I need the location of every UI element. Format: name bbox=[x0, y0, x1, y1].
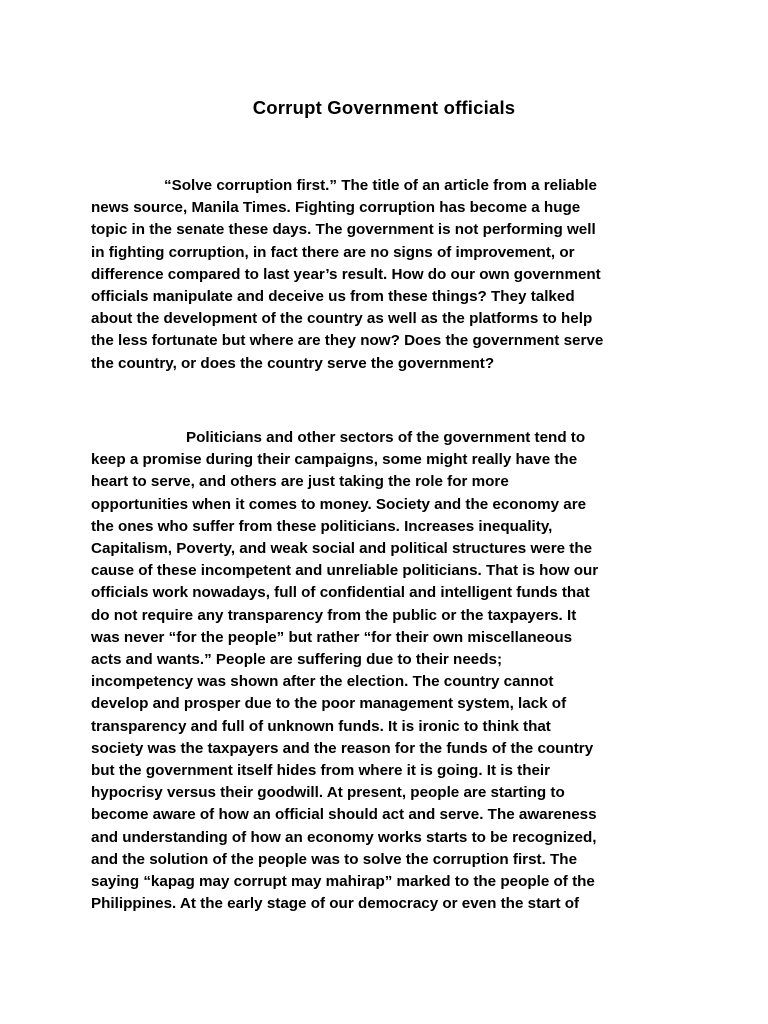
document-title: Corrupt Government officials bbox=[252, 97, 516, 118]
paragraph-line: transparency and full of unknown funds. It is ironic to think that bbox=[91, 717, 551, 735]
paragraph-line: do not require any transparency from the public or the taxpayers. It bbox=[91, 606, 577, 624]
paragraph-line: develop and prosper due to the poor management system, lack of bbox=[91, 695, 567, 713]
paragraph-line: “Solve corruption first.” The title of an article from a reliable bbox=[164, 177, 597, 194]
paragraph-line: hypocrisy versus their goodwill. At present, people are starting to bbox=[91, 784, 565, 802]
paragraph-line: cause of these incompetent and unreliable politicians. That is how our bbox=[91, 562, 599, 580]
paragraph-line: news source, Manila Times. Fighting corruption has become a huge bbox=[91, 199, 581, 217]
paragraph-2 bbox=[91, 427, 681, 915]
paragraph-line: officials manipulate and deceive us from these things? They talked bbox=[91, 288, 575, 306]
paragraph-line: become aware of how an official should act and serve. The awareness bbox=[91, 806, 597, 824]
paragraph-line: but the government itself hides from where it is going. It is their bbox=[91, 762, 551, 780]
paragraph-line: keep a promise during their campaigns, some might really have the bbox=[91, 451, 578, 469]
paragraph-line: the less fortunate but where are they now? Does the government serve bbox=[91, 332, 604, 350]
paragraph-line: officials work nowadays, full of confidential and intelligent funds that bbox=[91, 584, 590, 602]
paragraph-line: Politicians and other sectors of the government tend to bbox=[186, 429, 586, 446]
paragraph-line: the country, or does the country serve the government? bbox=[91, 354, 495, 372]
paragraph-line: Philippines. At the early stage of our democracy or even the start of bbox=[91, 895, 580, 913]
paragraph-line: and the solution of the people was to solve the corruption first. The bbox=[91, 850, 578, 868]
paragraph-line: heart to serve, and others are just taking the role for more bbox=[91, 473, 509, 491]
paragraph-line: opportunities when it comes to money. Society and the economy are bbox=[91, 495, 587, 513]
paragraph-line: incompetency was shown after the election. The country cannot bbox=[91, 673, 554, 691]
paragraph-line: topic in the senate these days. The government is not performing well bbox=[91, 221, 596, 239]
paragraph-line: acts and wants.” People are suffering due to their needs; bbox=[91, 651, 502, 669]
paragraph-line: in fighting corruption, in fact there are no signs of improvement, or bbox=[91, 243, 575, 261]
paragraph-line: Capitalism, Poverty, and weak social and political structures were the bbox=[91, 540, 593, 558]
paragraph-line: was never “for the people” but rather “for their own miscellaneous bbox=[91, 628, 573, 646]
paragraph-1 bbox=[91, 175, 681, 375]
paragraph-line: and understanding of how an economy works starts to be recognized, bbox=[91, 828, 597, 846]
paragraph-line: society was the taxpayers and the reason for the funds of the country bbox=[91, 739, 594, 757]
paragraph-line: saying “kapag may corrupt may mahirap” marked to the people of the bbox=[91, 873, 595, 891]
paragraph-line: the ones who suffer from these politicians. Increases inequality, bbox=[91, 517, 553, 535]
paragraph-line: difference compared to last year’s result. How do our own government bbox=[91, 265, 601, 283]
paragraph-line: about the development of the country as well as the platforms to help bbox=[91, 310, 593, 328]
